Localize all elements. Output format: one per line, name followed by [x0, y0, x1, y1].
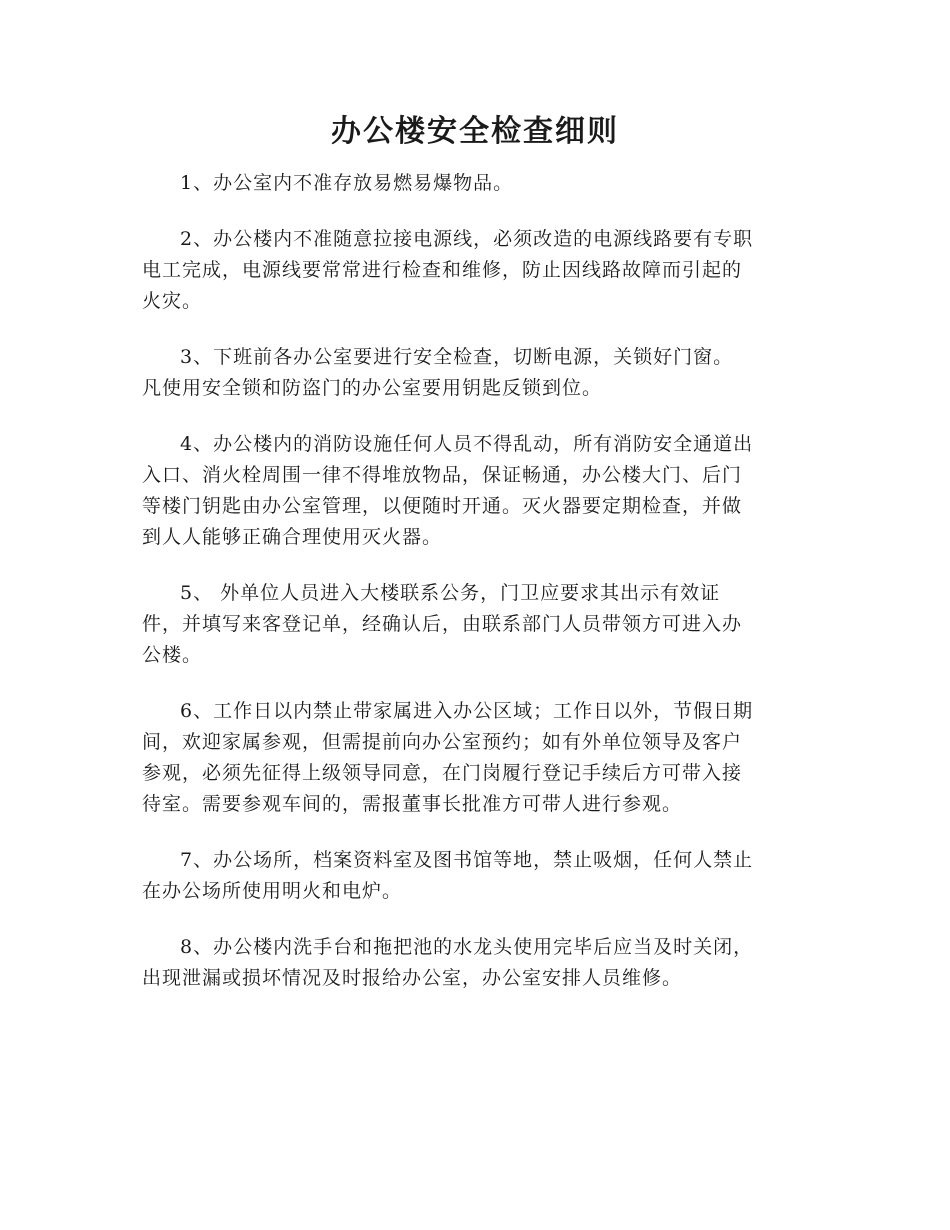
- paragraph-line: 凡使用安全锁和防盗门的办公室要用钥匙反锁到位。: [142, 377, 603, 399]
- paragraph-7: [142, 845, 806, 907]
- paragraph-2: [142, 224, 806, 317]
- paragraph-line: 公楼。: [142, 644, 203, 666]
- paragraph-1: [142, 168, 806, 199]
- paragraph-line: 出现泄漏或损坏情况及时报给办公室，办公室安排人员维修。: [142, 967, 683, 989]
- paragraph-line: 4、办公楼内的消防设施任何人员不得乱动，所有消防安全通道出: [180, 433, 754, 455]
- paragraph-4: [142, 429, 806, 553]
- paragraph-line: 火灾。: [142, 290, 203, 312]
- paragraph-5: [142, 578, 806, 671]
- paragraph-line: 入口、消火栓周围一律不得堆放物品，保证畅通，办公楼大门、后门: [142, 464, 743, 486]
- paragraph-line: 电工完成，电源线要常常进行检查和维修，防止因线路故障而引起的: [142, 259, 743, 281]
- document-title: 办公楼安全检查细则: [331, 114, 619, 149]
- paragraph-8: [142, 932, 806, 994]
- paragraph-line: 8、办公楼内洗手台和拖把池的水龙头使用完毕后应当及时关闭，: [180, 936, 754, 958]
- paragraph-line: 在办公场所使用明火和电炉。: [142, 880, 403, 902]
- paragraph-line: 1、办公室内不准存放易燃易爆物品。: [180, 172, 514, 194]
- paragraph-line: 待室。需要参观车间的，需报董事长批准方可带人进行参观。: [142, 793, 683, 815]
- paragraph-line: 7、办公场所，档案资料室及图书馆等地，禁止吸烟，任何人禁止: [180, 849, 754, 871]
- paragraph-line: 3、下班前各办公室要进行安全检查，切断电源，关锁好门窗。: [180, 346, 734, 368]
- paragraph-line: 2、办公楼内不准随意拉接电源线，必须改造的电源线路要有专职: [180, 228, 754, 250]
- paragraph-line: 件，并填写来客登记单，经确认后，由联系部门人员带领方可进入办: [142, 613, 743, 635]
- paragraph-line: 间，欢迎家属参观，但需提前向办公室预约；如有外单位领导及客户: [142, 731, 743, 753]
- paragraph-line: 参观，必须先征得上级领导同意，在门岗履行登记手续后方可带入接: [142, 762, 743, 784]
- document-body: [142, 168, 806, 1019]
- paragraph-line: 等楼门钥匙由办公室管理，以便随时开通。灭火器要定期检查，并做: [142, 495, 743, 517]
- paragraph-line: 到人人能够正确合理使用灭火器。: [142, 526, 443, 548]
- paragraph-line: 5、 外单位人员进入大楼联系公务，门卫应要求其出示有效证: [180, 582, 721, 604]
- paragraph-6: [142, 696, 806, 820]
- paragraph-3: [142, 342, 806, 404]
- paragraph-line: 6、工作日以内禁止带家属进入办公区域；工作日以外，节假日期: [180, 700, 754, 722]
